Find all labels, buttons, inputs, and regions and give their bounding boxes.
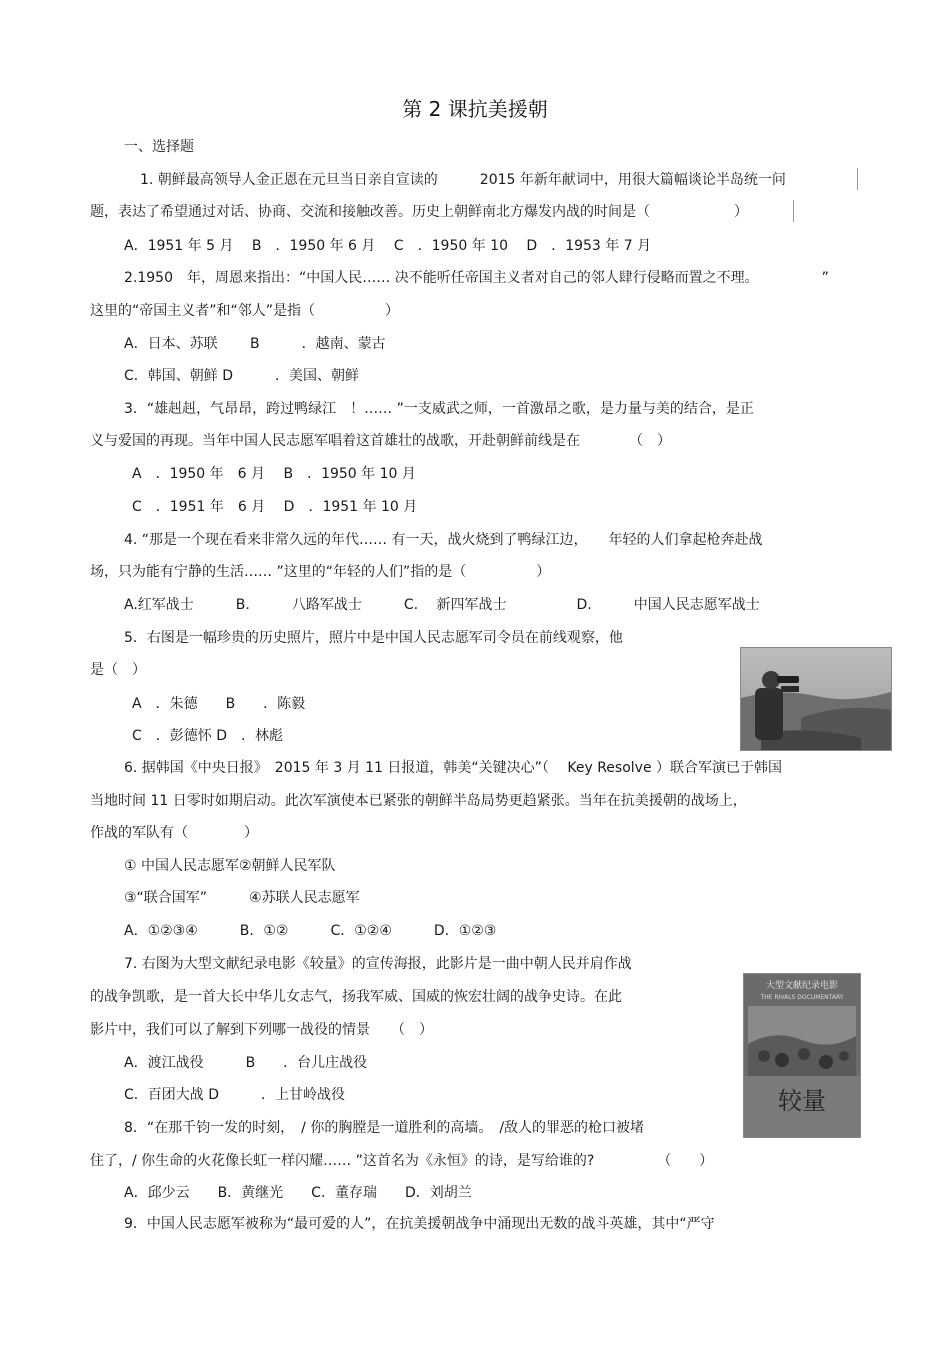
q1-line-1: 1. 朝鲜最高领导人金正恩在元旦当日亲自宣读的 2015 年新年献词中，用很大篇幅谈论半岛统一问 bbox=[140, 172, 786, 188]
commander-photo-image bbox=[741, 648, 891, 750]
q7-line-3: 影片中，我们可以了解到下列哪一战役的情景 （ ） bbox=[90, 1022, 433, 1038]
q5-options-ab: A ．朱德 B ．陈毅 bbox=[132, 696, 306, 712]
q3-line-1: 3．“雄赳赳，气昂昂，跨过鸭绿江 ！…… ”一支威武之师，一首激昂之歌，是力量与美的结合，是正 bbox=[124, 401, 754, 417]
q3-line-2: 义与爱国的再现。当年中国人民志愿军唱着这首雄壮的战歌，开赴朝鲜前线是在 （ ） bbox=[90, 433, 671, 449]
q2-options-cd: C．韩国、朝鲜 D ．美国、朝鲜 bbox=[124, 368, 360, 384]
q1-line-2: 题，表达了希望通过对话、协商、交流和接触改善。历史上朝鲜南北方爆发内战的时间是（ ） bbox=[90, 204, 748, 220]
q5-line-2: 是（ ） bbox=[90, 662, 146, 678]
poster-title: 较量 bbox=[778, 1087, 826, 1115]
q7-options-ab: A．渡江战役 B ．台儿庄战役 bbox=[124, 1055, 368, 1071]
q8-line-2: 住了，/ 你生命的火花像长虹一样闪耀…… ”这首名为《永恒》的诗，是写给谁的? （ ） bbox=[90, 1153, 714, 1169]
page-title: 第 2 课抗美援朝 bbox=[402, 97, 548, 121]
section-heading: 一、选择题 bbox=[124, 139, 194, 155]
q6-options: A．①②③④ B．①② C．①②④ D．①②③ bbox=[124, 923, 497, 939]
q5-options-cd: C ．彭德怀 D ．林彪 bbox=[132, 728, 284, 744]
q6-item-34: ③“联合国军” ④苏联人民志愿军 bbox=[124, 890, 360, 906]
q6-item-12: ① 中国人民志愿军②朝鲜人民军队 bbox=[124, 858, 336, 874]
margin-rule bbox=[793, 200, 794, 222]
q2-line-2: 这里的“帝国主义者”和“邻人”是指（ ） bbox=[90, 303, 400, 319]
poster-header: 大型文献纪录电影 bbox=[765, 981, 838, 991]
q3-options-ab: A ．1950 年 6 月 B ．1950 年 10 月 bbox=[132, 466, 416, 482]
q1-options: A．1951 年 5 月 B ．1950 年 6 月 C ．1950 年 10 D ．1953 年 7 月 bbox=[124, 238, 652, 254]
q2-line-1: 2.1950 年，周恩来指出：“中国人民…… 决不能听任帝国主义者对自己的邻人肆行侵略而置之不理。 ” bbox=[124, 270, 829, 286]
q7-line-1: 7. 右图为大型文献纪录电影《较量》的宣传海报，此影片是一曲中朝人民并肩作战 bbox=[124, 956, 632, 972]
q8-options: A．邱少云 B．黄继光 C．董存瑞 D．刘胡兰 bbox=[124, 1185, 472, 1201]
q4-line-2: 场，只为能有宁静的生活…… ”这里的“年轻的人们”指的是（ ） bbox=[90, 564, 551, 580]
margin-rule bbox=[857, 168, 858, 190]
q4-line-1: 4. “那是一个现在看来非常久远的年代…… 有一天，战火烧到了鸭绿江边， 年轻的人们拿起枪奔赴战 bbox=[124, 532, 763, 548]
q5-line-1: 5．右图是一幅珍贵的历史照片，照片中是中国人民志愿军司令员在前线观察，他 bbox=[124, 630, 623, 646]
q6-line-2: 当地时间 11 日零时如期启动。此次军演使本已紧张的朝鲜半岛局势更趋紧张。当年在抗美援朝的战场上， bbox=[90, 793, 747, 809]
movie-poster bbox=[743, 973, 861, 1138]
q9-line-1: 9．中国人民志愿军被称为“最可爱的人”，在抗美援朝战争中涌现出无数的战斗英雄，其中“严守 bbox=[124, 1216, 715, 1232]
q6-line-1: 6. 据韩国《中央日报》 2015 年 3 月 11 日报道，韩美“关键决心”（ Key Resolve ）联合军演已于韩国 bbox=[124, 760, 783, 776]
poster-subheader: THE RIVALS DOCUMENTARY bbox=[760, 994, 844, 1001]
q6-line-3: 作战的军队有（ ） bbox=[90, 825, 258, 841]
q4-options: A.红军战士 B. 八路军战士 C. 新四军战士 D. 中国人民志愿军战士 bbox=[124, 597, 760, 613]
q3-options-cd: C ．1951 年 6 月 D ．1951 年 10 月 bbox=[132, 499, 418, 515]
q2-options-ab: A．日本、苏联 B ．越南、蒙古 bbox=[124, 336, 386, 352]
q8-line-1: 8．“在那千钧一发的时刻， / 你的胸膛是一道胜利的高墙。 /敌人的罪恶的枪口被堵 bbox=[124, 1120, 645, 1136]
commander-photo bbox=[740, 647, 892, 751]
q7-options-cd: C．百团大战 D ．上甘岭战役 bbox=[124, 1087, 346, 1103]
q7-line-2: 的战争凯歌，是一首大长中华儿女志气，扬我军威、国威的恢宏壮阔的战争史诗。在此 bbox=[90, 989, 622, 1005]
